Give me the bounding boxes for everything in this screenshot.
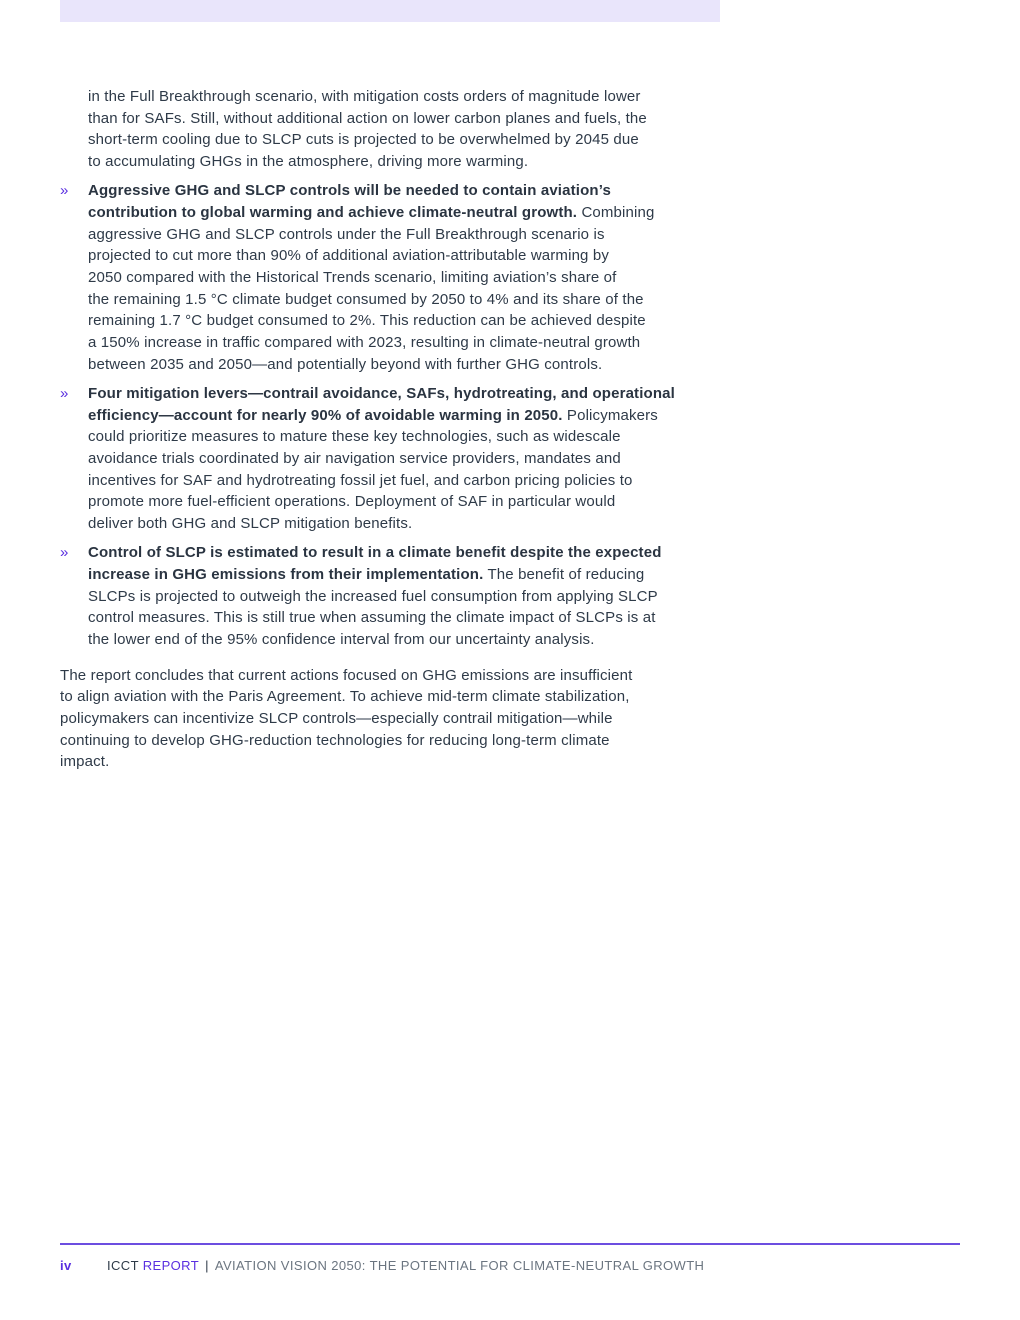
body-text: avoidance trials coordinated by air navigation service providers, mandates and	[88, 450, 621, 467]
text-line: The report concludes that current actions focused on GHG emissions are insufficient	[60, 666, 633, 684]
bold-lead-text: Four mitigation levers—contrail avoidance, SAFs, hydrotreating, and operational	[88, 384, 675, 402]
body-text: Policymakers	[562, 406, 658, 424]
body-text: 2050 compared with the Historical Trends scenario, limiting aviation’s share of	[88, 269, 617, 286]
page-footer	[60, 1258, 705, 1274]
text-line: in the Full Breakthrough scenario, with mitigation costs orders of magnitude lower	[88, 88, 641, 105]
bold-lead-text: Aggressive GHG and SLCP controls will be needed to contain aviation’s	[88, 182, 611, 200]
body-text: incentives for SAF and hydrotreating fossil jet fuel, and carbon pricing policies to	[88, 471, 633, 489]
text-line: than for SAFs. Still, without additional action on lower carbon planes and fuels, the	[88, 109, 647, 127]
body-text: the lower end of the 95% confidence interval from our uncertainty analysis.	[88, 631, 595, 648]
body-text: remaining 1.7 °C budget consumed to 2%. This reduction can be achieved despite	[88, 312, 646, 330]
body-text: projected to cut more than 90% of additional aviation-attributable warming by	[88, 247, 610, 265]
body-text: the remaining 1.5 °C climate budget consumed by 2050 to 4% and its share of the	[88, 290, 644, 308]
text-line	[88, 180, 740, 202]
text-line	[88, 245, 740, 267]
bold-lead-text: contribution to global warming and achieve climate-neutral growth.	[88, 203, 578, 221]
text-line	[88, 224, 740, 246]
body-text: Combining	[577, 203, 655, 221]
text-line: continuing to develop GHG-reduction technologies for reducing long-term climate	[60, 731, 610, 749]
text-line	[88, 607, 740, 629]
body-text: promote more fuel-efficient operations. Deployment of SAF in particular would	[88, 493, 616, 511]
footer-running-head	[107, 1258, 704, 1274]
body-text: The benefit of reducing	[483, 565, 645, 583]
text-line	[88, 383, 740, 405]
body-text: deliver both GHG and SLCP mitigation benefits.	[88, 515, 413, 533]
text-line	[88, 310, 740, 332]
top-callout-band	[60, 0, 720, 22]
bullet-item	[60, 383, 740, 535]
text-line	[88, 491, 740, 513]
text-line	[88, 405, 740, 427]
text-line	[88, 629, 740, 651]
bullet-chevron-icon: »	[60, 384, 69, 402]
conclusion-paragraph	[60, 665, 740, 773]
text-line	[88, 354, 740, 376]
footer-divider	[60, 1243, 960, 1245]
text-line	[88, 267, 740, 289]
bullet-list	[60, 180, 740, 650]
body-text: could prioritize measures to mature these key technologies, such as widescale	[88, 428, 621, 446]
text-line	[88, 332, 740, 354]
text-line	[88, 513, 740, 535]
bullet-item	[60, 180, 740, 375]
text-line	[88, 202, 740, 224]
body-text: SLCPs is projected to outweigh the increased fuel consumption from applying SLCP	[88, 587, 658, 605]
text-line	[88, 448, 740, 470]
text-line	[88, 426, 740, 448]
text-line: policymakers can incentivize SLCP controls—especially contrail mitigation—while	[60, 710, 613, 728]
text-line: impact.	[60, 753, 110, 771]
text-line	[88, 289, 740, 311]
bold-lead-text: increase in GHG emissions from their implementation.	[88, 565, 484, 583]
footer-org: ICCT	[107, 1258, 139, 1273]
body-content	[60, 86, 740, 773]
text-line	[88, 564, 740, 586]
page-number: iv	[60, 1258, 72, 1273]
body-text: a 150% increase in traffic compared with 2023, resulting in climate-neutral growth	[88, 334, 641, 352]
body-text: aggressive GHG and SLCP controls under the Full Breakthrough scenario is	[88, 225, 605, 243]
bold-lead-text: efficiency—account for nearly 90% of avoidable warming in 2050.	[88, 406, 563, 424]
text-line: to align aviation with the Paris Agreement. To achieve mid-term climate stabilization,	[60, 688, 630, 706]
body-text: control measures. This is still true when assuming the climate impact of SLCPs is at	[88, 609, 656, 627]
text-line	[88, 470, 740, 492]
bold-lead-text: Control of SLCP is estimated to result in a climate benefit despite the expected	[88, 544, 662, 562]
bullet-chevron-icon: »	[60, 544, 69, 562]
bullet-item	[60, 542, 740, 650]
bullet-chevron-icon: »	[60, 182, 69, 200]
footer-report-title: AVIATION VISION 2050: THE POTENTIAL FOR CLIMATE-NEUTRAL GROWTH	[214, 1258, 705, 1273]
footer-report-label: REPORT	[142, 1258, 200, 1273]
continued-paragraph	[60, 86, 740, 173]
text-line	[88, 542, 740, 564]
body-text: between 2035 and 2050—and potentially beyond with further GHG controls.	[88, 355, 603, 373]
text-line: short-term cooling due to SLCP cuts is projected to be overwhelmed by 2045 due	[88, 131, 639, 149]
text-line: to accumulating GHGs in the atmosphere, driving more warming.	[88, 153, 529, 171]
text-line	[88, 586, 740, 608]
footer-separator: |	[205, 1258, 209, 1273]
